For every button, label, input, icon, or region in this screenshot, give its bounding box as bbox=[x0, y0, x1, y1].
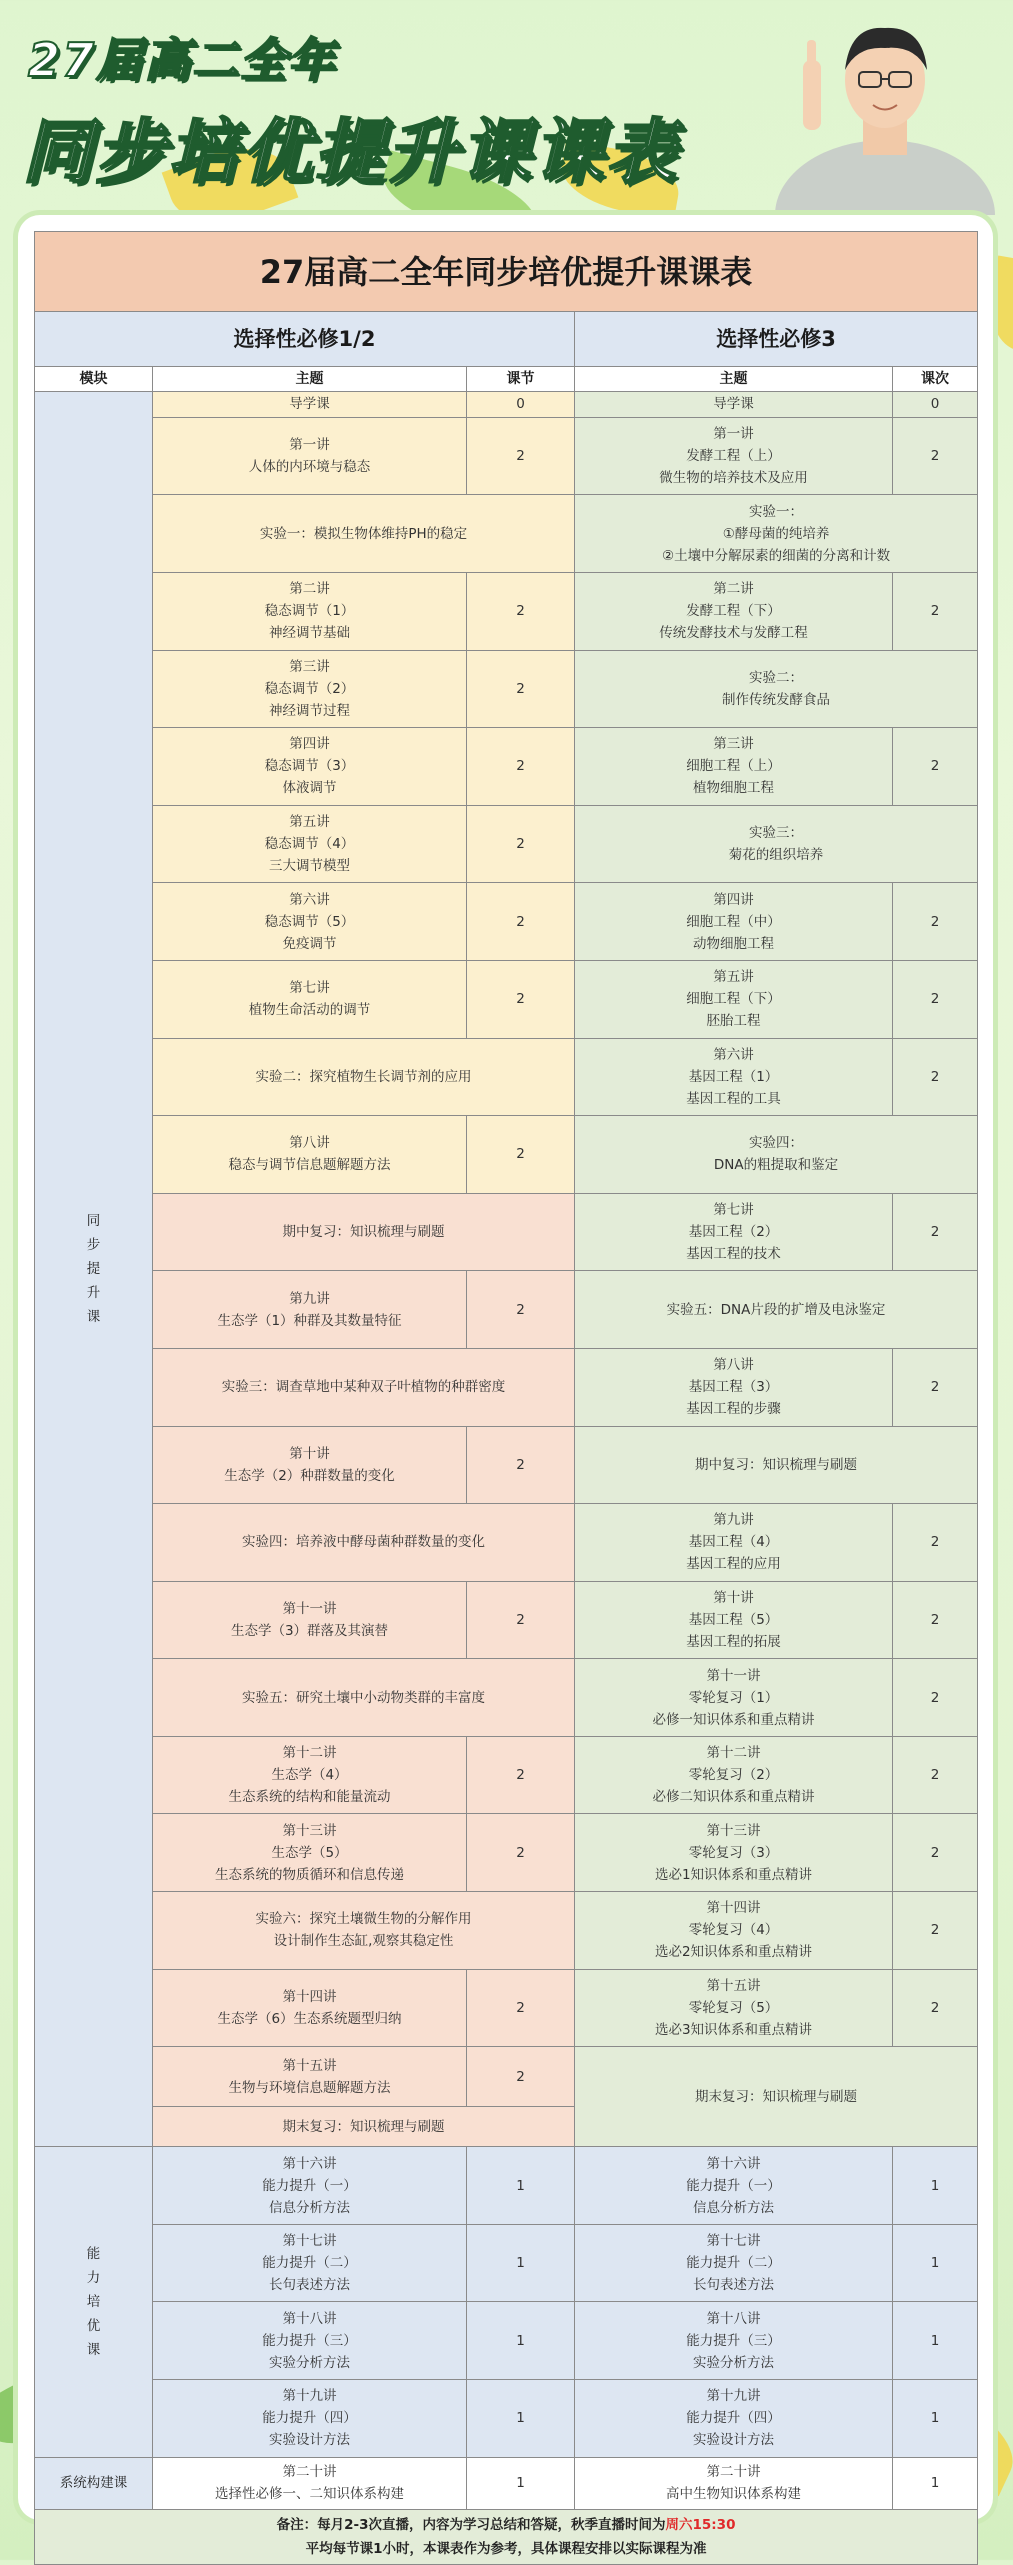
topic-right-cell: 第三讲 细胞工程（上） 植物细胞工程 bbox=[575, 728, 893, 806]
table-row bbox=[35, 1814, 978, 1892]
topic-right-cell: 第四讲 细胞工程（中） 动物细胞工程 bbox=[575, 883, 893, 961]
module-sync-label: 同步提升课 bbox=[86, 1213, 101, 1326]
lessons-left-cell: 2 bbox=[467, 1426, 575, 1504]
topic-right-cell: 第十八讲 能力提升（三） 实验分析方法 bbox=[575, 2302, 893, 2380]
lessons-right-cell: 2 bbox=[893, 1038, 978, 1116]
table-row bbox=[35, 1969, 978, 2047]
table-row bbox=[35, 1348, 978, 1426]
section-left-title: 选择性必修1/2 bbox=[35, 312, 575, 367]
topic-left-cell: 第六讲 稳态调节（5） 免疫调节 bbox=[153, 883, 467, 961]
topic-left-cell: 第十四讲 生态学（6）生态系统题型归纳 bbox=[153, 1969, 467, 2047]
footer-note bbox=[35, 2509, 978, 2564]
experiment-left-cell: 实验二：探究植物生长调节剂的应用 bbox=[153, 1038, 575, 1116]
teacher-portrait-image bbox=[745, 0, 995, 215]
topic-left-cell: 第十三讲 生态学（5） 生态系统的物质循环和信息传递 bbox=[153, 1814, 467, 1892]
topic-left-cell: 第十讲 生态学（2）种群数量的变化 bbox=[153, 1426, 467, 1504]
table-row bbox=[35, 728, 978, 806]
topic-left-cell: 第三讲 稳态调节（2） 神经调节过程 bbox=[153, 650, 467, 728]
lessons-left-cell: 2 bbox=[467, 572, 575, 650]
experiment-right-cell: 实验五：DNA片段的扩增及电泳鉴定 bbox=[575, 1271, 978, 1349]
experiment-right-cell: 实验四： DNA的粗提取和鉴定 bbox=[575, 1116, 978, 1194]
topic-left-cell: 第七讲 植物生命活动的调节 bbox=[153, 960, 467, 1038]
lessons-right-cell: 2 bbox=[893, 1581, 978, 1659]
experiment-left-cell: 期末复习：知识梳理与刷题 bbox=[153, 2107, 575, 2147]
experiment-left-cell: 实验五：研究土壤中小动物类群的丰富度 bbox=[153, 1659, 575, 1737]
topic-right-cell: 第十五讲 零轮复习（5） 选必3知识体系和重点精讲 bbox=[575, 1969, 893, 2047]
lessons-right-cell: 2 bbox=[893, 1193, 978, 1271]
topic-left-cell: 第十五讲 生物与环境信息题解题方法 bbox=[153, 2047, 467, 2107]
lessons-left-cell: 2 bbox=[467, 960, 575, 1038]
topic-left-cell: 第十六讲 能力提升（一） 信息分析方法 bbox=[153, 2147, 467, 2225]
lessons-left-cell: 2 bbox=[467, 1736, 575, 1814]
schedule-table bbox=[34, 231, 978, 2565]
footer-live-time-highlight: 周六15:30 bbox=[665, 2516, 736, 2533]
topic-left-cell: 第一讲 人体的内环境与稳态 bbox=[153, 417, 467, 495]
lessons-right-cell: 2 bbox=[893, 883, 978, 961]
experiment-left-cell: 实验三：调查草地中某种双子叶植物的种群密度 bbox=[153, 1348, 575, 1426]
table-row bbox=[35, 1504, 978, 1582]
lessons-left-cell: 2 bbox=[467, 1969, 575, 2047]
lessons-left-cell: 2 bbox=[467, 805, 575, 883]
table-row bbox=[35, 2457, 978, 2509]
topic-right-cell: 第五讲 细胞工程（下） 胚胎工程 bbox=[575, 960, 893, 1038]
experiment-right-cell: 实验三： 菊花的组织培养 bbox=[575, 805, 978, 883]
schedule-card bbox=[18, 215, 993, 2557]
table-row bbox=[35, 1038, 978, 1116]
lessons-left-cell: 1 bbox=[467, 2457, 575, 2509]
lessons-right-cell: 2 bbox=[893, 1892, 978, 1970]
lessons-left-cell: 2 bbox=[467, 883, 575, 961]
topic-left-cell: 第十一讲 生态学（3）群落及其演替 bbox=[153, 1581, 467, 1659]
table-row bbox=[35, 495, 978, 573]
topic-right-cell: 第十三讲 零轮复习（3） 选必1知识体系和重点精讲 bbox=[575, 1814, 893, 1892]
topic-right-cell: 第六讲 基因工程（1） 基因工程的工具 bbox=[575, 1038, 893, 1116]
experiment-left-cell: 期中复习：知识梳理与刷题 bbox=[153, 1193, 575, 1271]
table-row bbox=[35, 572, 978, 650]
header-module: 模块 bbox=[35, 367, 153, 392]
topic-left-cell: 第十二讲 生态学（4） 生态系统的结构和能量流动 bbox=[153, 1736, 467, 1814]
module-sync-cell bbox=[35, 392, 153, 2147]
table-row bbox=[35, 1271, 978, 1349]
topic-right-cell: 第十七讲 能力提升（二） 长句表述方法 bbox=[575, 2224, 893, 2302]
lessons-left-cell: 2 bbox=[467, 1116, 575, 1194]
table-row bbox=[35, 2380, 978, 2458]
lessons-left-cell: 2 bbox=[467, 650, 575, 728]
experiment-right-cell: 期末复习：知识梳理与刷题 bbox=[575, 2047, 978, 2147]
table-row bbox=[35, 1193, 978, 1271]
table-row bbox=[35, 1116, 978, 1194]
topic-right-cell: 第十讲 基因工程（5） 基因工程的拓展 bbox=[575, 1581, 893, 1659]
topic-right-cell: 第十一讲 零轮复习（1） 必修一知识体系和重点精讲 bbox=[575, 1659, 893, 1737]
lessons-left-cell: 2 bbox=[467, 417, 575, 495]
experiment-left-cell: 实验一：模拟生物体维持PH的稳定 bbox=[153, 495, 575, 573]
table-row bbox=[35, 960, 978, 1038]
table-row bbox=[35, 1736, 978, 1814]
table-row bbox=[35, 1892, 978, 1970]
lessons-left-cell: 0 bbox=[467, 392, 575, 418]
table-row bbox=[35, 1426, 978, 1504]
lessons-right-cell: 2 bbox=[893, 1969, 978, 2047]
experiment-left-cell: 实验四：培养液中酵母菌种群数量的变化 bbox=[153, 1504, 575, 1582]
topic-left-cell: 第五讲 稳态调节（4） 三大调节模型 bbox=[153, 805, 467, 883]
header-topic-right: 主题 bbox=[575, 367, 893, 392]
lessons-right-cell: 1 bbox=[893, 2380, 978, 2458]
lessons-left-cell: 1 bbox=[467, 2302, 575, 2380]
lessons-left-cell: 1 bbox=[467, 2147, 575, 2225]
section-right-title: 选择性必修3 bbox=[575, 312, 978, 367]
topic-left-cell: 第二讲 稳态调节（1） 神经调节基础 bbox=[153, 572, 467, 650]
topic-left-cell: 导学课 bbox=[153, 392, 467, 418]
topic-right-cell: 第一讲 发酵工程（上） 微生物的培养技术及应用 bbox=[575, 417, 893, 495]
lessons-left-cell: 2 bbox=[467, 2047, 575, 2107]
topic-right-cell: 第九讲 基因工程（4） 基因工程的应用 bbox=[575, 1504, 893, 1582]
table-row bbox=[35, 2224, 978, 2302]
table-row bbox=[35, 2302, 978, 2380]
lessons-left-cell: 1 bbox=[467, 2380, 575, 2458]
topic-left-cell: 第十七讲 能力提升（二） 长句表述方法 bbox=[153, 2224, 467, 2302]
table-row bbox=[35, 883, 978, 961]
lessons-right-cell: 1 bbox=[893, 2224, 978, 2302]
lessons-right-cell: 0 bbox=[893, 392, 978, 418]
topic-right-cell: 第七讲 基因工程（2） 基因工程的技术 bbox=[575, 1193, 893, 1271]
module-ability-label: 能力培优课 bbox=[86, 2245, 101, 2358]
experiment-right-cell: 实验一： ①酵母菌的纯培养 ②土壤中分解尿素的细菌的分离和计数 bbox=[575, 495, 978, 573]
topic-right-cell: 导学课 bbox=[575, 392, 893, 418]
topic-right-cell: 第十六讲 能力提升（一） 信息分析方法 bbox=[575, 2147, 893, 2225]
table-row bbox=[35, 2047, 978, 2107]
lessons-right-cell: 2 bbox=[893, 1659, 978, 1737]
module-system-cell: 系统构建课 bbox=[35, 2457, 153, 2509]
lessons-left-cell: 2 bbox=[467, 728, 575, 806]
header-lessons-left: 课节 bbox=[467, 367, 575, 392]
lessons-right-cell: 1 bbox=[893, 2302, 978, 2380]
lessons-left-cell: 2 bbox=[467, 1271, 575, 1349]
lessons-right-cell: 2 bbox=[893, 572, 978, 650]
topic-right-cell: 第八讲 基因工程（3） 基因工程的步骤 bbox=[575, 1348, 893, 1426]
lessons-right-cell: 2 bbox=[893, 1504, 978, 1582]
module-ability-cell bbox=[35, 2147, 153, 2457]
topic-right-cell: 第二讲 发酵工程（下） 传统发酵技术与发酵工程 bbox=[575, 572, 893, 650]
footer-note-line1: 备注：每月2-3次直播，内容为学习总结和答疑，秋季直播时间为 bbox=[276, 2516, 666, 2533]
topic-right-cell: 第十四讲 零轮复习（4） 选必2知识体系和重点精讲 bbox=[575, 1892, 893, 1970]
table-row bbox=[35, 805, 978, 883]
table-row bbox=[35, 392, 978, 418]
topic-left-cell: 第十八讲 能力提升（三） 实验分析方法 bbox=[153, 2302, 467, 2380]
experiment-left-cell: 实验六：探究土壤微生物的分解作用 设计制作生态缸,观察其稳定性 bbox=[153, 1892, 575, 1970]
footer-note-line2: 平均每节课1小时，本课表作为参考，具体课程安排以实际课程为准 bbox=[305, 2540, 707, 2557]
lessons-right-cell: 2 bbox=[893, 1348, 978, 1426]
lessons-right-cell: 2 bbox=[893, 960, 978, 1038]
table-row bbox=[35, 1659, 978, 1737]
lessons-left-cell: 1 bbox=[467, 2224, 575, 2302]
hero-title-line1: 27届高二全年 bbox=[28, 33, 337, 87]
lessons-left-cell: 2 bbox=[467, 1814, 575, 1892]
experiment-right-cell: 实验二： 制作传统发酵食品 bbox=[575, 650, 978, 728]
lessons-right-cell: 1 bbox=[893, 2147, 978, 2225]
lessons-right-cell: 2 bbox=[893, 1814, 978, 1892]
table-row bbox=[35, 417, 978, 495]
table-title: 27届高二全年同步培优提升课课表 bbox=[35, 232, 978, 312]
table-row bbox=[35, 650, 978, 728]
lessons-right-cell: 2 bbox=[893, 728, 978, 806]
topic-left-cell: 第十九讲 能力提升（四） 实验设计方法 bbox=[153, 2380, 467, 2458]
lessons-left-cell: 2 bbox=[467, 1581, 575, 1659]
topic-right-cell: 第十九讲 能力提升（四） 实验设计方法 bbox=[575, 2380, 893, 2458]
table-row bbox=[35, 2147, 978, 2225]
topic-left-cell: 第九讲 生态学（1）种群及其数量特征 bbox=[153, 1271, 467, 1349]
header-lessons-right: 课次 bbox=[893, 367, 978, 392]
topic-right-cell: 第十二讲 零轮复习（2） 必修二知识体系和重点精讲 bbox=[575, 1736, 893, 1814]
topic-right-cell: 第二十讲 高中生物知识体系构建 bbox=[575, 2457, 893, 2509]
topic-left-cell: 第四讲 稳态调节（3） 体液调节 bbox=[153, 728, 467, 806]
experiment-right-cell: 期中复习：知识梳理与刷题 bbox=[575, 1426, 978, 1504]
hero-title-line2: 同步培优提升课课表 bbox=[22, 111, 679, 193]
topic-left-cell: 第八讲 稳态与调节信息题解题方法 bbox=[153, 1116, 467, 1194]
lessons-right-cell: 2 bbox=[893, 417, 978, 495]
lessons-right-cell: 1 bbox=[893, 2457, 978, 2509]
lessons-right-cell: 2 bbox=[893, 1736, 978, 1814]
header-topic-left: 主题 bbox=[153, 367, 467, 392]
topic-left-cell: 第二十讲 选择性必修一、二知识体系构建 bbox=[153, 2457, 467, 2509]
footer-row bbox=[35, 2509, 978, 2564]
table-row bbox=[35, 1581, 978, 1659]
